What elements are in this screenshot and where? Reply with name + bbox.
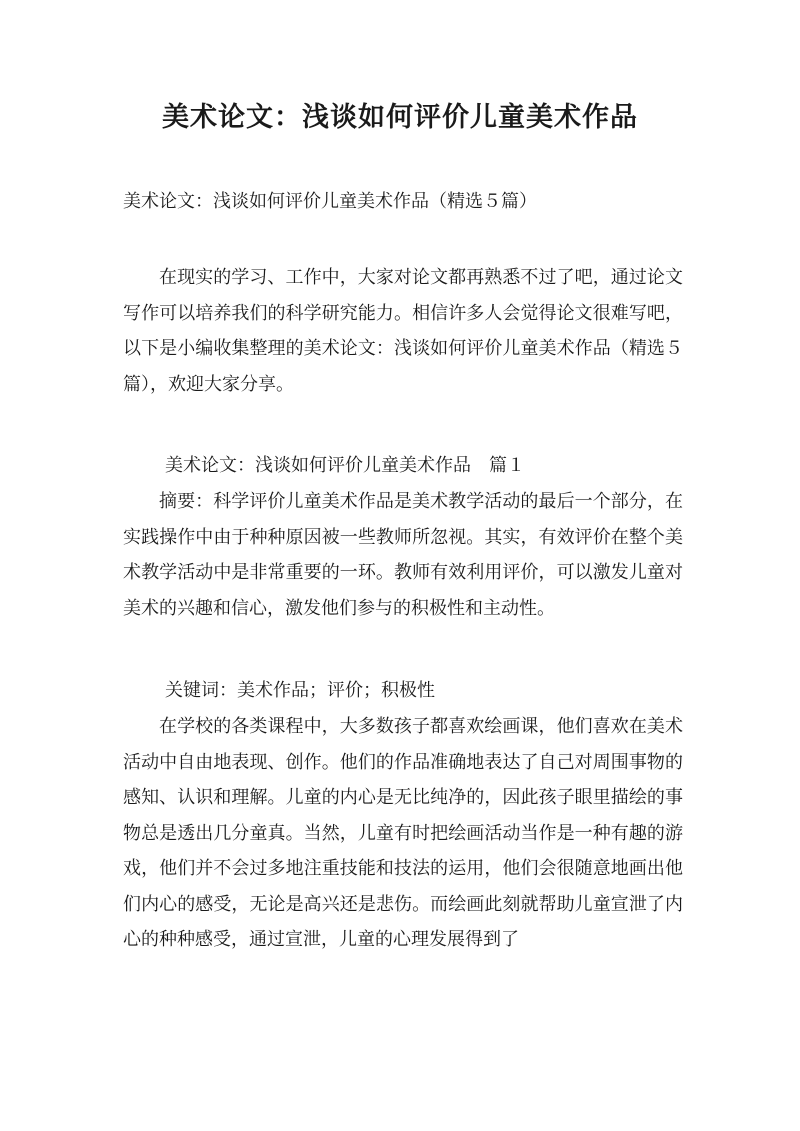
body-paragraph: 在学校的各类课程中，大多数孩子都喜欢绘画课，他们喜欢在美术活动中自由地表现、创作。他们的作品准确地表达了自己对周围事物的感知、认识和理解。儿童的内心是无比纯净的，因此孩子眼里描绘的事物总是透出几分童真。当然，儿童有时把绘画活动当作是一种有趣的游戏，他们并不会过多地注重技能和技法的运用，他们会很随意地画出他们内心的感受，无论是高兴还是悲伤。而绘画此刻就帮助儿童宣泄了内心的种种感受，通过宣泄，儿童的心理发展得到了: [123, 716, 683, 950]
keywords-line: 关键词：美术作品；评价；积极性: [165, 680, 435, 701]
document-title: 美术论文：浅谈如何评价儿童美术作品: [162, 102, 638, 133]
section-heading: 美术论文：浅谈如何评价儿童美术作品 篇１: [165, 455, 525, 476]
abstract-paragraph: 摘要：科学评价儿童美术作品是美术教学活动的最后一个部分，在实践操作中由于种种原因被一些教师所忽视。其实，有效评价在整个美术教学活动中是非常重要的一环。教师有效利用评价，可以激发儿童对美术的兴趣和信心，激发他们参与的积极性和主动性。: [123, 491, 683, 619]
document-subtitle: 美术论文：浅谈如何评价儿童美术作品（精选５篇）: [123, 191, 537, 212]
intro-paragraph: 在现实的学习、工作中，大家对论文都再熟悉不过了吧，通过论文写作可以培养我们的科学研究能力。相信许多人会觉得论文很难写吧，以下是小编收集整理的美术论文：浅谈如何评价儿童美术作品（精选５篇），欢迎大家分享。: [123, 267, 683, 395]
